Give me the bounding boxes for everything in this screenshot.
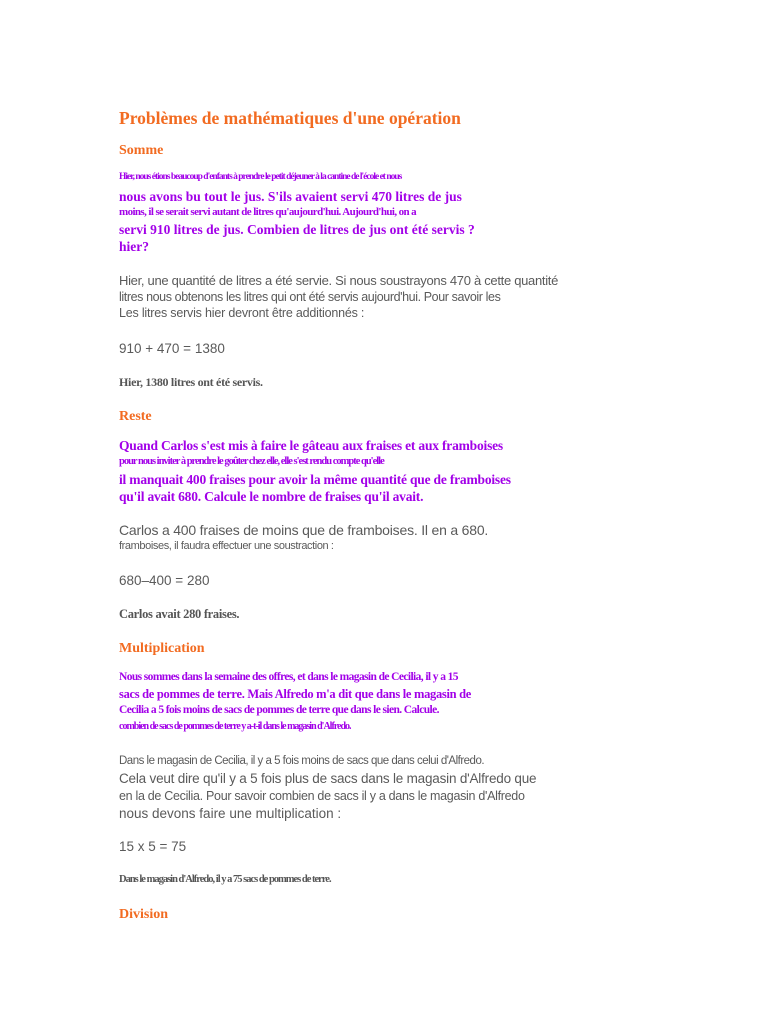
explanation-line: nous devons faire une multiplication : [119,806,342,821]
problem-line: sacs de pommes de terre. Mais Alfredo m'a dit que dans le magasin de [119,687,472,701]
problem-line: servi 910 litres de jus. Combien de litres de jus ont été servis ? [119,222,475,237]
problem-line: il manquait 400 fraises pour avoir la même quantité que de framboises [119,472,511,487]
section-heading-division: Division [119,907,169,922]
equation: 680–400 = 280 [119,573,210,588]
answer: Carlos avait 280 fraises. [119,607,240,621]
explanation-line: litres nous obtenons les litres qui ont été servis aujourd'hui. Pour savoir les [119,290,501,304]
problem-line: Cecilia a 5 fois moins de sacs de pommes de terre que dans le sien. Calcule. [119,704,439,716]
answer: Hier, 1380 litres ont été servis. [119,375,263,389]
explanation-line: Carlos a 400 fraises de moins que de framboises. Il en a 680. [119,522,489,538]
problem-line: Hier, nous étions beaucoup d'enfants à prendre le petit déjeuner à la cantine de l'école et nous [119,172,402,182]
explanation-line: en la de Cecilia. Pour savoir combien de sacs il y a dans le magasin d'Alfredo [119,789,525,803]
problem-line: Quand Carlos s'est mis à faire le gâteau aux fraises et aux framboises [119,438,503,453]
explanation-line: framboises, il faudra effectuer une soustraction : [119,540,334,552]
equation: 15 x 5 = 75 [119,839,187,854]
equation: 910 + 470 = 1380 [119,341,225,356]
problem-line: nous avons bu tout le jus. S'ils avaient servi 470 litres de jus [119,189,462,204]
explanation-line: Les litres servis hier devront être additionnés : [119,306,365,320]
problem-line: qu'il avait 680. Calcule le nombre de fraises qu'il avait. [119,489,424,504]
problem-line: combien de sacs de pommes de terre y a-t-il dans le magasin d'Alfredo. [119,721,351,732]
page-title: Problèmes de mathématiques d'une opération [119,108,461,128]
explanation-line: Cela veut dire qu'il y a 5 fois plus de sacs dans le magasin d'Alfredo que [119,771,537,786]
problem-line: hier? [119,239,149,254]
problem-line: Nous sommes dans la semaine des offres, et dans le magasin de Cecilia, il y a 15 [119,671,458,683]
section-heading-multiplication: Multiplication [119,641,205,656]
problem-line: moins, il se serait servi autant de litres qu'aujourd'hui. Aujourd'hui, on a [119,206,417,218]
section-heading-somme: Somme [119,143,164,158]
problem-line: pour nous inviter à prendre le goûter chez elle, elle s'est rendu compte qu'elle [119,456,384,467]
explanation-line: Hier, une quantité de litres a été servie. Si nous soustrayons 470 à cette quantité [119,273,559,288]
explanation-line: Dans le magasin de Cecilia, il y a 5 fois moins de sacs que dans celui d'Alfredo. [119,755,485,767]
answer: Dans le magasin d'Alfredo, il y a 75 sacs de pommes de terre. [119,874,331,885]
section-heading-reste: Reste [119,409,152,424]
